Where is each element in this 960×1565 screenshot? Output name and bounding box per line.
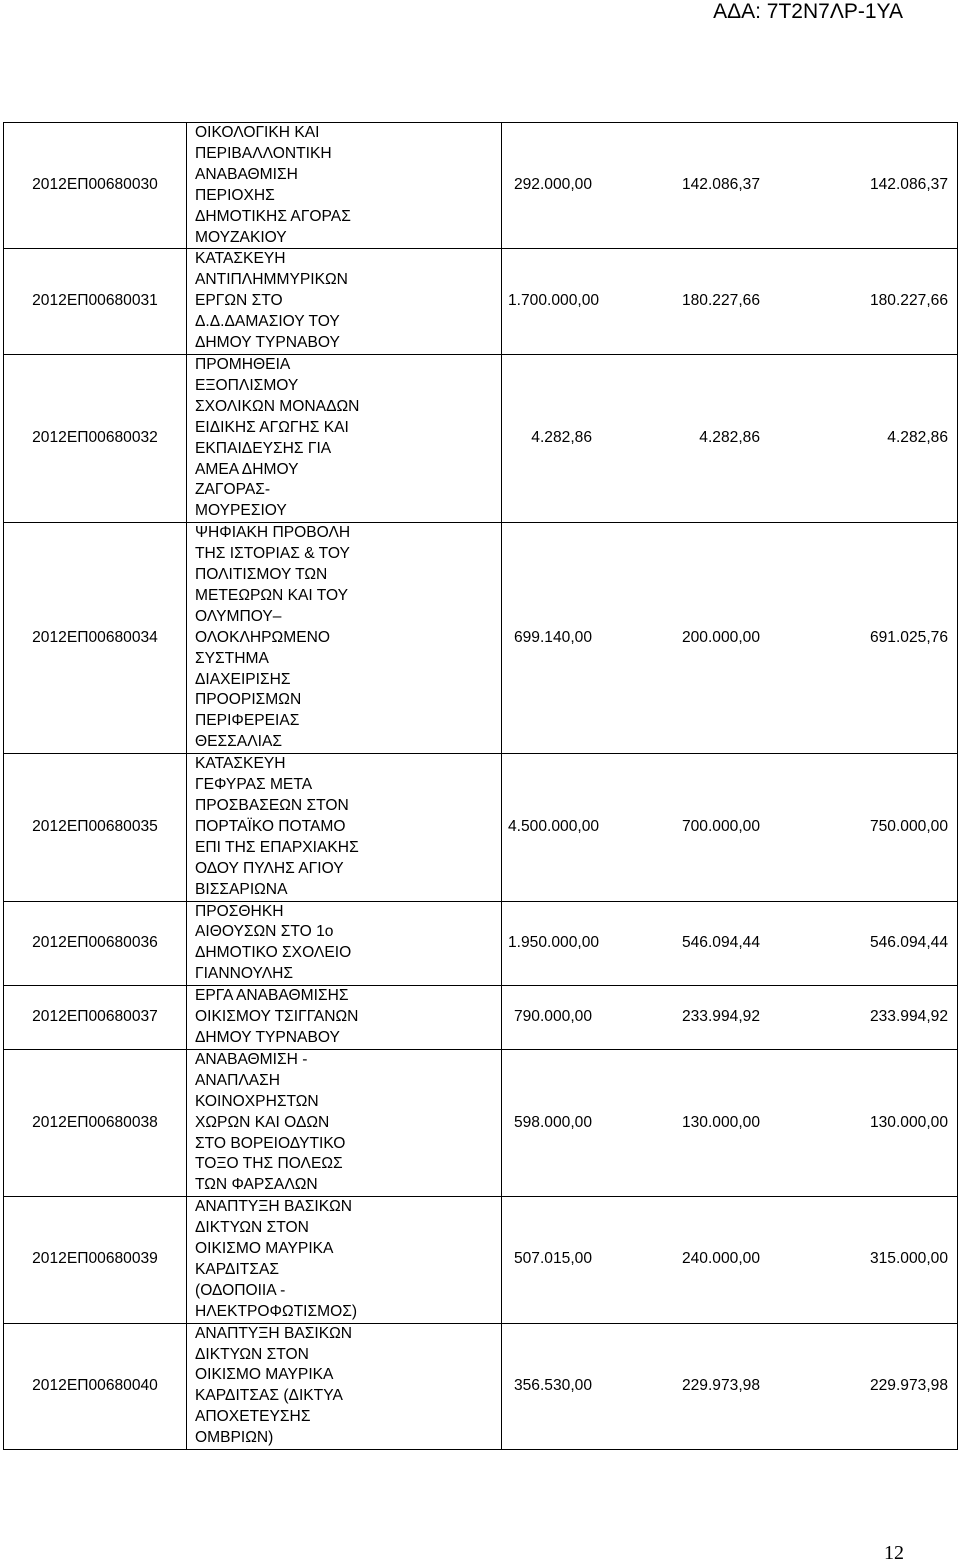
amounts-cell	[502, 354, 958, 522]
project-title-line: ΖΑΓΟΡΑΣ-	[195, 481, 271, 499]
project-title-line: ΕΡΓΑ ΑΝΑΒΑΘΜΙΣΗΣ	[195, 987, 349, 1005]
project-code-cell: 2012ΕΠ00680040	[4, 1323, 187, 1449]
project-title-line: ΣΧΟΛΙΚΩΝ ΜΟΝΑΔΩΝ	[195, 397, 360, 415]
amounts-cell	[502, 1323, 958, 1449]
project-title-cell	[187, 249, 502, 355]
project-title-line: ΠΟΡΤΑΪΚΟ ΠΟΤΑΜΟ	[195, 817, 346, 835]
projects-table	[3, 122, 958, 1450]
project-title-line: ΜΕΤΕΩΡΩΝ ΚΑΙ ΤΟΥ	[195, 586, 349, 604]
project-title-line: ΔΗΜΟΤΙΚΗΣ ΑΓΟΡΑΣ	[195, 207, 351, 225]
project-code-cell: 2012ΕΠ00680030	[4, 123, 187, 249]
project-title-line: ΠΕΡΙΦΕΡΕΙΑΣ	[195, 712, 300, 730]
project-title-line: ΨΗΦΙΑΚΗ ΠΡΟΒΟΛΗ	[195, 524, 351, 542]
project-title-line: ΤΗΣ ΙΣΤΟΡΙΑΣ & ΤΟΥ	[195, 545, 350, 563]
table-row	[4, 901, 958, 986]
project-title-line: ΔΗΜΟΥ ΤΥΡΝΑΒΟΥ	[195, 1028, 340, 1046]
project-title-line: ΚΑΡΔΙΤΣΑΣ	[195, 1260, 279, 1278]
project-title-line: ΟΛΟΚΛΗΡΩΜΕΝΟ	[195, 628, 330, 646]
table-body	[4, 123, 958, 1450]
project-title-line: ΜΟΥΖΑΚΙΟΥ	[195, 228, 287, 246]
project-title-line: ΓΕΦΥΡΑΣ ΜΕΤΑ	[195, 776, 313, 794]
approved-amount: 130.000,00	[869, 1113, 948, 1131]
amounts-cell	[502, 986, 958, 1050]
approved-amount: 233.994,92	[869, 1008, 948, 1026]
project-title-line: ΠΕΡΙΟΧΗΣ	[195, 186, 275, 204]
project-title-line: ΠΡΟΜΗΘΕΙΑ	[195, 355, 291, 373]
paid-amount: 240.000,00	[681, 1250, 760, 1268]
paid-amount: 546.094,44	[681, 933, 760, 951]
project-title-line: ΕΞΟΠΛΙΣΜΟΥ	[195, 376, 299, 394]
amounts-cell	[502, 123, 958, 249]
project-title-line: ΤΩΝ ΦΑΡΣΑΛΩΝ	[195, 1176, 318, 1194]
project-title-line: ΠΕΡΙΒΑΛΛΟΝΤΙΚΗ	[195, 144, 332, 162]
table-row	[4, 1323, 958, 1449]
project-title-line: ΠΡΟΟΡΙΣΜΩΝ	[195, 691, 302, 709]
table-row	[4, 523, 958, 754]
project-title-line: ΑΝΑΠΛΑΣΗ	[195, 1071, 281, 1089]
project-code-cell: 2012ΕΠ00680039	[4, 1197, 187, 1323]
project-title-line: ΕΚΠΑΙΔΕΥΣΗΣ ΓΙΑ	[195, 439, 332, 457]
project-title-line: Δ.Δ.ΔΑΜΑΣΙΟΥ ΤΟΥ	[195, 313, 340, 331]
paid-amount: 130.000,00	[681, 1113, 760, 1131]
project-title-line: ΔΗΜΟΥ ΤΥΡΝΑΒΟΥ	[195, 334, 340, 352]
project-title-line: ΒΙΣΣΑΡΙΩΝΑ	[195, 880, 288, 898]
table-row	[4, 1197, 958, 1323]
project-title-line: ΣΥΣΤΗΜΑ	[195, 649, 269, 667]
project-title-cell	[187, 986, 502, 1050]
project-title-line: ΔΙΑΧΕΙΡΙΣΗΣ	[195, 670, 291, 688]
project-title-line: ΓΙΑΝΝΟΥΛΗΣ	[195, 965, 294, 983]
project-title-line: ΑΝΑΠΤΥΞΗ ΒΑΣΙΚΩΝ	[195, 1198, 353, 1216]
project-title-line: ΠΟΛΙΤΙΣΜΟΥ ΤΩΝ	[195, 566, 328, 584]
paid-amount: 200.000,00	[681, 628, 760, 646]
project-title-line: ΚΑΡΔΙΤΣΑΣ (ΔΙΚΤΥΑ	[195, 1387, 343, 1405]
amounts-cell	[502, 1197, 958, 1323]
budget-amount: 598.000,00	[513, 1113, 592, 1131]
project-title-line: (ΟΔΟΠΟΙΙΑ -	[195, 1281, 286, 1299]
amounts-cell	[502, 1049, 958, 1196]
project-title-line: ΤΟΞΟ ΤΗΣ ΠΟΛΕΩΣ	[195, 1155, 343, 1173]
table-row	[4, 1049, 958, 1196]
project-title-line: ΟΙΚΙΣΜΟ ΜΑΥΡΙΚΑ	[195, 1366, 334, 1384]
project-title-line: ΚΟΙΝΟΧΡΗΣΤΩΝ	[195, 1092, 319, 1110]
project-title-line: ΑΠΟΧΕΤΕΥΣΗΣ	[195, 1408, 311, 1426]
project-title-line: ΚΑΤΑΣΚΕΥΗ	[195, 755, 286, 773]
budget-amount: 356.530,00	[513, 1376, 592, 1394]
project-title-line: ΟΛΥΜΠΟΥ–	[195, 607, 282, 625]
project-title-line: ΕΠΙ ΤΗΣ ΕΠΑΡΧΙΑΚΗΣ	[195, 838, 359, 856]
project-title-line: ΟΙΚΟΛΟΓΙΚΗ ΚΑΙ	[195, 124, 320, 141]
project-title-cell	[187, 754, 502, 901]
approved-amount: 229.973,98	[869, 1376, 948, 1394]
budget-amount: 292.000,00	[513, 176, 592, 194]
budget-amount: 699.140,00	[513, 628, 592, 646]
project-title-cell	[187, 901, 502, 986]
project-title-line: ΔΙΚΤΥΩΝ ΣΤΟΝ	[195, 1345, 309, 1363]
project-code-cell: 2012ΕΠ00680038	[4, 1049, 187, 1196]
project-code-cell: 2012ΕΠ00680037	[4, 986, 187, 1050]
amounts-cell	[502, 754, 958, 901]
table-row	[4, 754, 958, 901]
project-title-line: ΑΜΕΑ ΔΗΜΟΥ	[195, 460, 299, 478]
project-code-cell: 2012ΕΠ00680032	[4, 354, 187, 522]
paid-amount: 233.994,92	[681, 1008, 760, 1026]
budget-amount: 4.282,86	[531, 429, 592, 447]
table-row	[4, 354, 958, 522]
budget-amount: 1.700.000,00	[508, 292, 600, 310]
project-title-line: ΕΙΔΙΚΗΣ ΑΓΩΓΗΣ ΚΑΙ	[195, 418, 349, 436]
paid-amount: 142.086,37	[681, 176, 760, 194]
paid-amount: 4.282,86	[699, 429, 760, 447]
budget-amount: 790.000,00	[513, 1008, 592, 1026]
project-title-line: ΟΙΚΙΣΜΟ ΜΑΥΡΙΚΑ	[195, 1240, 334, 1258]
project-title-cell	[187, 123, 502, 249]
budget-amount: 1.950.000,00	[508, 933, 600, 951]
project-title-line: ΠΡΟΣΒΑΣΕΩΝ ΣΤΟΝ	[195, 797, 349, 814]
project-title-line: ΟΔΟΥ ΠΥΛΗΣ ΑΓΙΟΥ	[195, 859, 344, 877]
project-title-line: ΧΩΡΩΝ ΚΑΙ ΟΔΩΝ	[195, 1113, 330, 1131]
paid-amount: 229.973,98	[681, 1376, 760, 1394]
budget-amount: 4.500.000,00	[508, 817, 600, 835]
project-title-line: ΔΙΚΤΥΩΝ ΣΤΟΝ	[195, 1219, 309, 1237]
approved-amount: 750.000,00	[869, 817, 948, 835]
project-title-line: ΑΙΘΟΥΣΩΝ ΣΤΟ 1ο	[195, 923, 334, 941]
approved-amount: 142.086,37	[869, 176, 948, 194]
amounts-cell	[502, 901, 958, 986]
project-title-line: ΠΡΟΣΘΗΚΗ	[195, 902, 284, 920]
project-title-line: ΑΝΑΒΑΘΜΙΣΗ	[195, 165, 298, 183]
project-title-cell	[187, 523, 502, 754]
project-title-line: ΕΡΓΩΝ ΣΤΟ	[195, 292, 283, 310]
project-title-line: ΗΛΕΚΤΡΟΦΩΤΙΣΜΟΣ)	[195, 1302, 358, 1320]
approved-amount: 315.000,00	[869, 1250, 948, 1268]
document-id: ΑΔΑ: 7Τ2Ν7ΛΡ-1ΥΑ	[713, 0, 903, 23]
project-title-line: ΚΑΤΑΣΚΕΥΗ	[195, 250, 286, 268]
table-row	[4, 249, 958, 355]
project-title-line: ΟΙΚΙΣΜΟΥ ΤΣΙΓΓΑΝΩΝ	[195, 1008, 359, 1026]
approved-amount: 4.282,86	[887, 429, 948, 447]
amounts-cell	[502, 249, 958, 355]
page-number: 12	[884, 1542, 904, 1564]
project-title-cell	[187, 1197, 502, 1323]
project-code-cell: 2012ΕΠ00680036	[4, 901, 187, 986]
paid-amount: 180.227,66	[681, 292, 760, 310]
project-code-cell: 2012ΕΠ00680035	[4, 754, 187, 901]
project-code-cell: 2012ΕΠ00680034	[4, 523, 187, 754]
project-title-line: ΘΕΣΣΑΛΙΑΣ	[195, 733, 282, 751]
project-title-line: ΜΟΥΡΕΣΙΟΥ	[195, 502, 287, 520]
project-title-cell	[187, 354, 502, 522]
approved-amount: 180.227,66	[869, 292, 948, 310]
project-code-cell: 2012ΕΠ00680031	[4, 249, 187, 355]
table-row	[4, 986, 958, 1050]
project-title-line: ΣΤΟ ΒΟΡΕΙΟΔΥΤΙΚΟ	[195, 1134, 346, 1152]
table-row	[4, 123, 958, 249]
amounts-cell	[502, 523, 958, 754]
approved-amount: 691.025,76	[869, 628, 948, 646]
project-title-cell	[187, 1049, 502, 1196]
project-title-cell	[187, 1323, 502, 1449]
project-title-line: ΑΝΑΠΤΥΞΗ ΒΑΣΙΚΩΝ	[195, 1324, 353, 1342]
project-title-line: ΑΝΤΙΠΛΗΜΜΥΡΙΚΩΝ	[195, 271, 348, 289]
paid-amount: 700.000,00	[681, 817, 760, 835]
project-title-line: ΔΗΜΟΤΙΚΟ ΣΧΟΛΕΙΟ	[195, 944, 352, 962]
budget-amount: 507.015,00	[513, 1250, 592, 1268]
project-title-line: ΟΜΒΡΙΩΝ)	[195, 1429, 274, 1447]
project-title-line: ΑΝΑΒΑΘΜΙΣΗ -	[195, 1050, 308, 1068]
approved-amount: 546.094,44	[869, 933, 948, 951]
